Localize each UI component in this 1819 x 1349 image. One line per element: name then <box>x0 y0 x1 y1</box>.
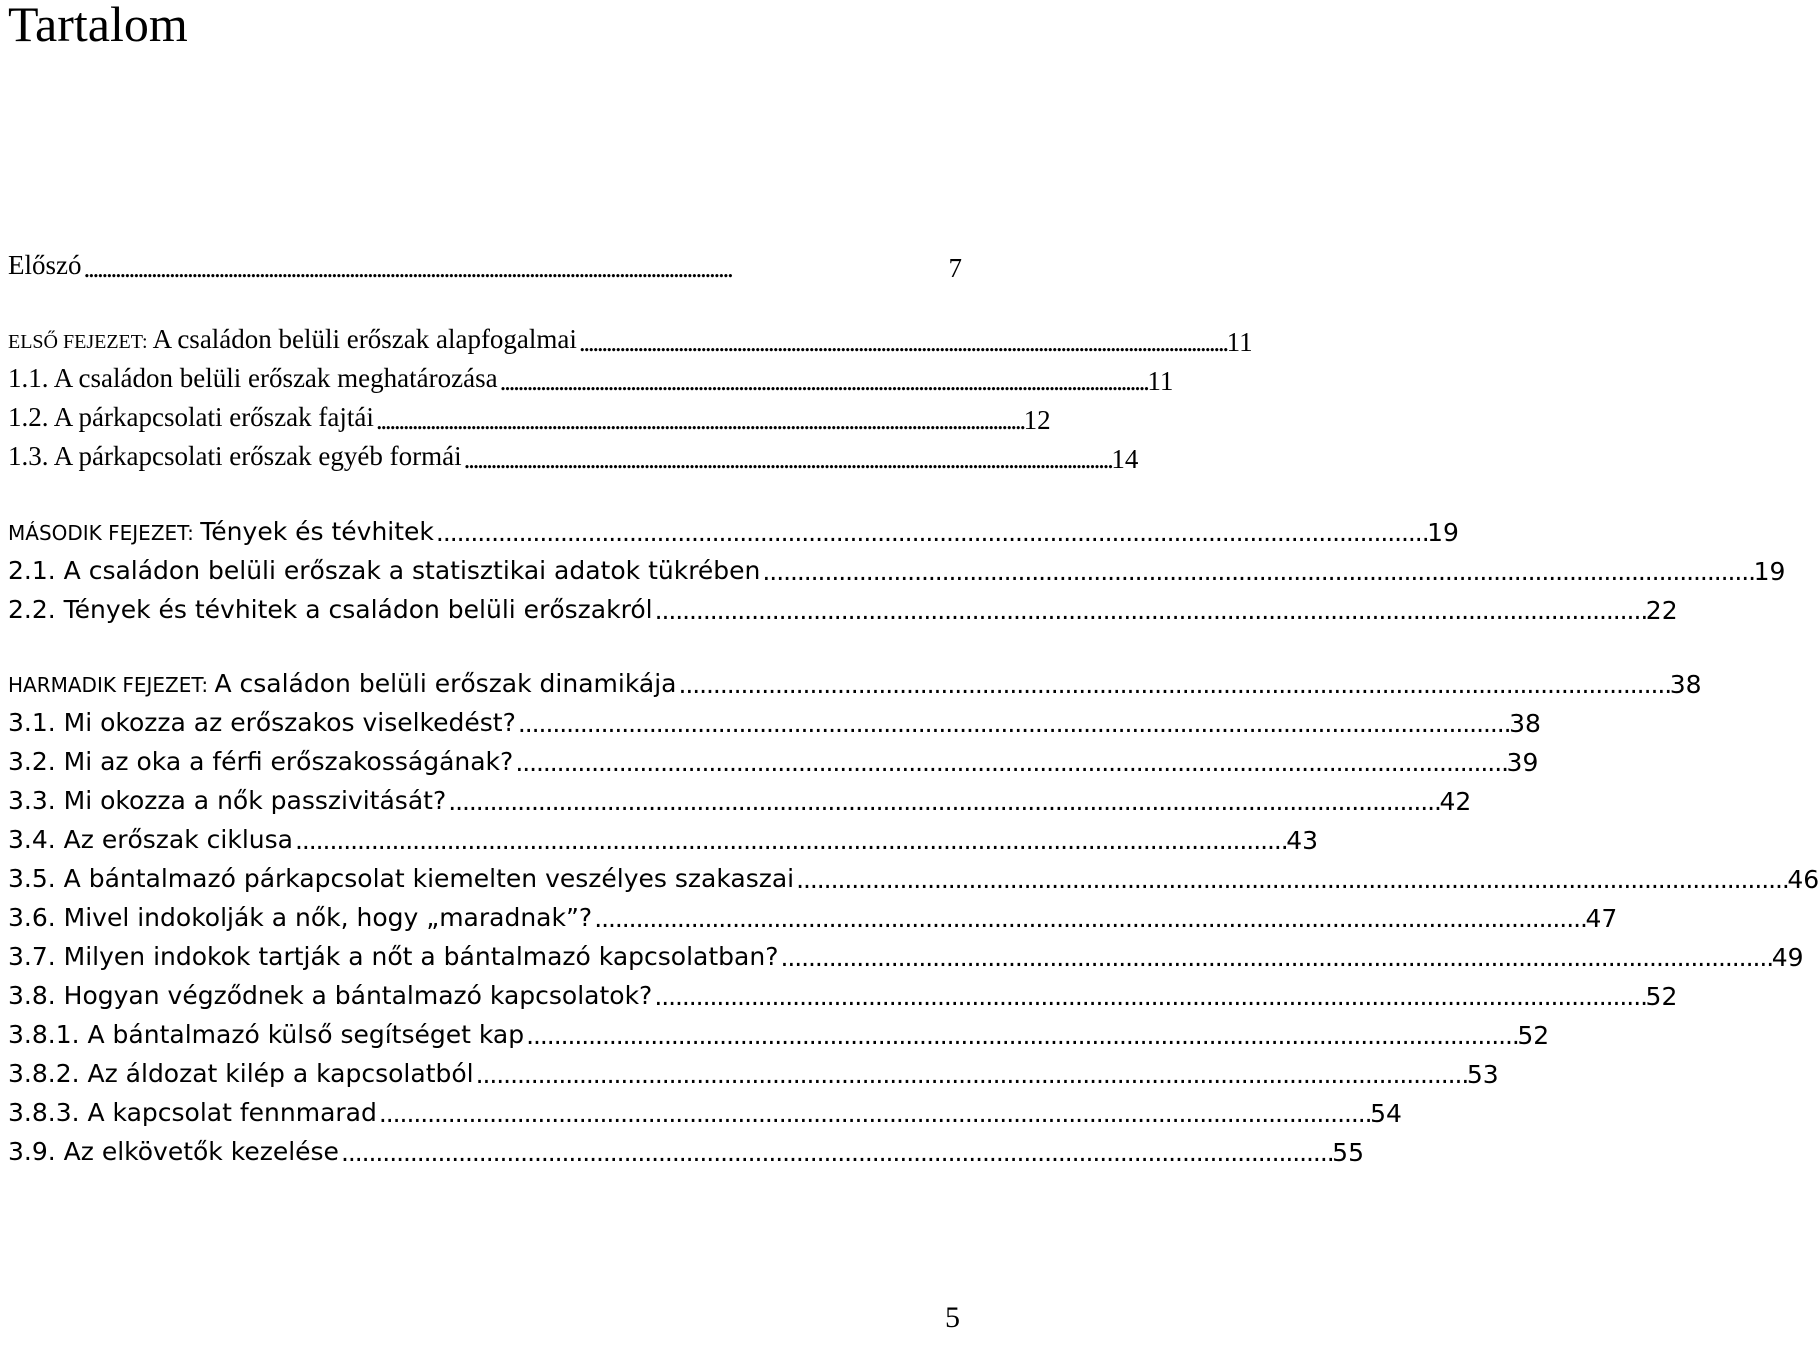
toc-dot-leader <box>448 786 1437 818</box>
toc-entry[interactable] <box>8 934 1804 974</box>
toc-dot-leader <box>341 1137 1330 1169</box>
toc-entry-page: 47 <box>1585 904 1618 933</box>
toc-dot-leader <box>464 443 1110 475</box>
toc-entry[interactable] <box>8 509 1459 549</box>
toc-entry-page: 22 <box>1645 596 1678 625</box>
toc-entry[interactable] <box>8 1012 1550 1052</box>
toc-dot-leader <box>654 981 1643 1013</box>
toc-entry-label: 3.2. Mi az oka a férfi erőszakosságának? <box>8 747 514 776</box>
toc-entry[interactable] <box>8 548 1786 588</box>
toc-dot-leader <box>295 825 1284 857</box>
toc-entry-label: 3.8.1. A bántalmazó külső segítséget kap <box>8 1020 525 1049</box>
toc-entry-page: 14 <box>1111 444 1139 474</box>
toc-chapter-prefix: ELSŐ FEJEZET: <box>8 331 153 353</box>
toc-entry-label: 3.7. Milyen indokok tartják a nőt a bántalmazó kapcsolatban? <box>8 942 779 971</box>
toc-entry-page: 43 <box>1286 826 1319 855</box>
toc-entry-page: 46 <box>1787 865 1819 894</box>
toc-entry[interactable] <box>8 244 962 284</box>
toc-entry-label: Előszó <box>8 250 82 280</box>
toc-entry[interactable] <box>8 1051 1499 1091</box>
toc-dot-leader <box>796 864 1785 896</box>
toc-dot-leader <box>594 903 1583 935</box>
toc-dot-leader <box>762 556 1751 588</box>
toc-entry-page: 7 <box>948 253 962 283</box>
toc-entry-label: 2.2. Tények és tévhitek a családon belüli erőszakról <box>8 595 653 624</box>
toc-chapter-prefix: MÁSODIK FEJEZET: <box>8 521 201 545</box>
toc-entry-page: 53 <box>1466 1060 1499 1089</box>
toc-dot-leader <box>780 942 1769 974</box>
toc-dot-leader <box>515 747 1504 779</box>
toc-dot-leader <box>379 1098 1368 1130</box>
toc-dot-leader <box>84 252 947 284</box>
toc-entry-page: 54 <box>1370 1099 1402 1128</box>
toc-entry[interactable] <box>8 661 1702 701</box>
toc-entry-page: 19 <box>1427 518 1459 547</box>
toc-dot-leader <box>526 1020 1515 1052</box>
toc-entry[interactable] <box>8 700 1541 740</box>
toc-entry[interactable] <box>8 435 1139 475</box>
toc-entry[interactable] <box>8 895 1618 935</box>
toc-entry-label: 1.2. A párkapcsolati erőszak fajtái <box>8 402 374 432</box>
toc-entry-label: A családon belüli erőszak alapfogalmai <box>152 324 577 354</box>
toc-entry-page: 52 <box>1517 1021 1550 1050</box>
toc-entry[interactable] <box>8 817 1319 857</box>
toc-entry[interactable] <box>8 396 1051 436</box>
toc-entry-label: 3.8. Hogyan végződnek a bántalmazó kapcsolatok? <box>8 981 653 1010</box>
toc-entry-label: 3.1. Mi okozza az erőszakos viselkedést? <box>8 708 516 737</box>
toc-entry-page: 12 <box>1023 405 1051 435</box>
toc-entry[interactable] <box>8 778 1472 818</box>
toc-entry-page: 38 <box>1669 670 1702 699</box>
toc-entry-label: 3.3. Mi okozza a nők passzivitását? <box>8 786 447 815</box>
page-title: Tartalom <box>8 0 188 52</box>
toc-entry-label: 3.9. Az elkövetők kezelése <box>8 1137 339 1166</box>
toc-entry-label: Tények és tévhitek <box>200 517 434 546</box>
toc-dot-leader <box>436 517 1425 549</box>
toc-dot-leader <box>579 326 1225 358</box>
toc-entry-label: 3.5. A bántalmazó párkapcsolat kiemelten veszélyes szakaszai <box>8 864 795 893</box>
toc-dot-leader <box>678 669 1667 701</box>
toc-dot-leader <box>476 1059 1465 1091</box>
toc-entry-page: 11 <box>1226 327 1253 357</box>
toc-entry-label: 3.4. Az erőszak ciklusa <box>8 825 293 854</box>
toc-entry-label: A családon belüli erőszak dinamikája <box>214 669 677 698</box>
toc-entry[interactable] <box>8 739 1539 779</box>
toc-entry[interactable] <box>8 973 1678 1013</box>
toc-entry-label: 1.1. A családon belüli erőszak meghatározása <box>8 363 498 393</box>
toc-entry-label: 3.8.3. A kapcsolat fennmarad <box>8 1098 377 1127</box>
toc-entry-label: 2.1. A családon belüli erőszak a statisztikai adatok tükrében <box>8 556 761 585</box>
toc-entry[interactable] <box>8 318 1253 358</box>
toc-entry-page: 55 <box>1332 1138 1364 1167</box>
toc-entry-page: 52 <box>1645 982 1678 1011</box>
toc-dot-leader <box>376 404 1022 436</box>
toc-entry[interactable] <box>8 1090 1402 1130</box>
toc-dot-leader <box>655 595 1644 627</box>
toc-entry-page: 38 <box>1509 709 1541 738</box>
toc-entry-page: 39 <box>1506 748 1539 777</box>
toc-entry-page: 11 <box>1147 366 1174 396</box>
toc-entry-page: 49 <box>1771 943 1804 972</box>
toc-entry-label: 3.6. Mivel indokolják a nők, hogy „maradnak”? <box>8 903 593 932</box>
toc-entry-label: 1.3. A párkapcsolati erőszak egyéb formái <box>8 441 462 471</box>
toc-dot-leader <box>500 365 1146 397</box>
toc-chapter-prefix: HARMADIK FEJEZET: <box>8 673 215 697</box>
toc-entry-page: 42 <box>1439 787 1472 816</box>
toc-entry-page: 19 <box>1753 557 1786 586</box>
page-number: 5 <box>945 1301 960 1334</box>
toc-entry-label: 3.8.2. Az áldozat kilép a kapcsolatból <box>8 1059 474 1088</box>
toc-entry[interactable] <box>8 357 1174 397</box>
toc-dot-leader <box>518 708 1507 740</box>
toc-entry[interactable] <box>8 856 1819 896</box>
toc-entry[interactable] <box>8 1129 1364 1169</box>
toc-entry[interactable] <box>8 587 1678 627</box>
